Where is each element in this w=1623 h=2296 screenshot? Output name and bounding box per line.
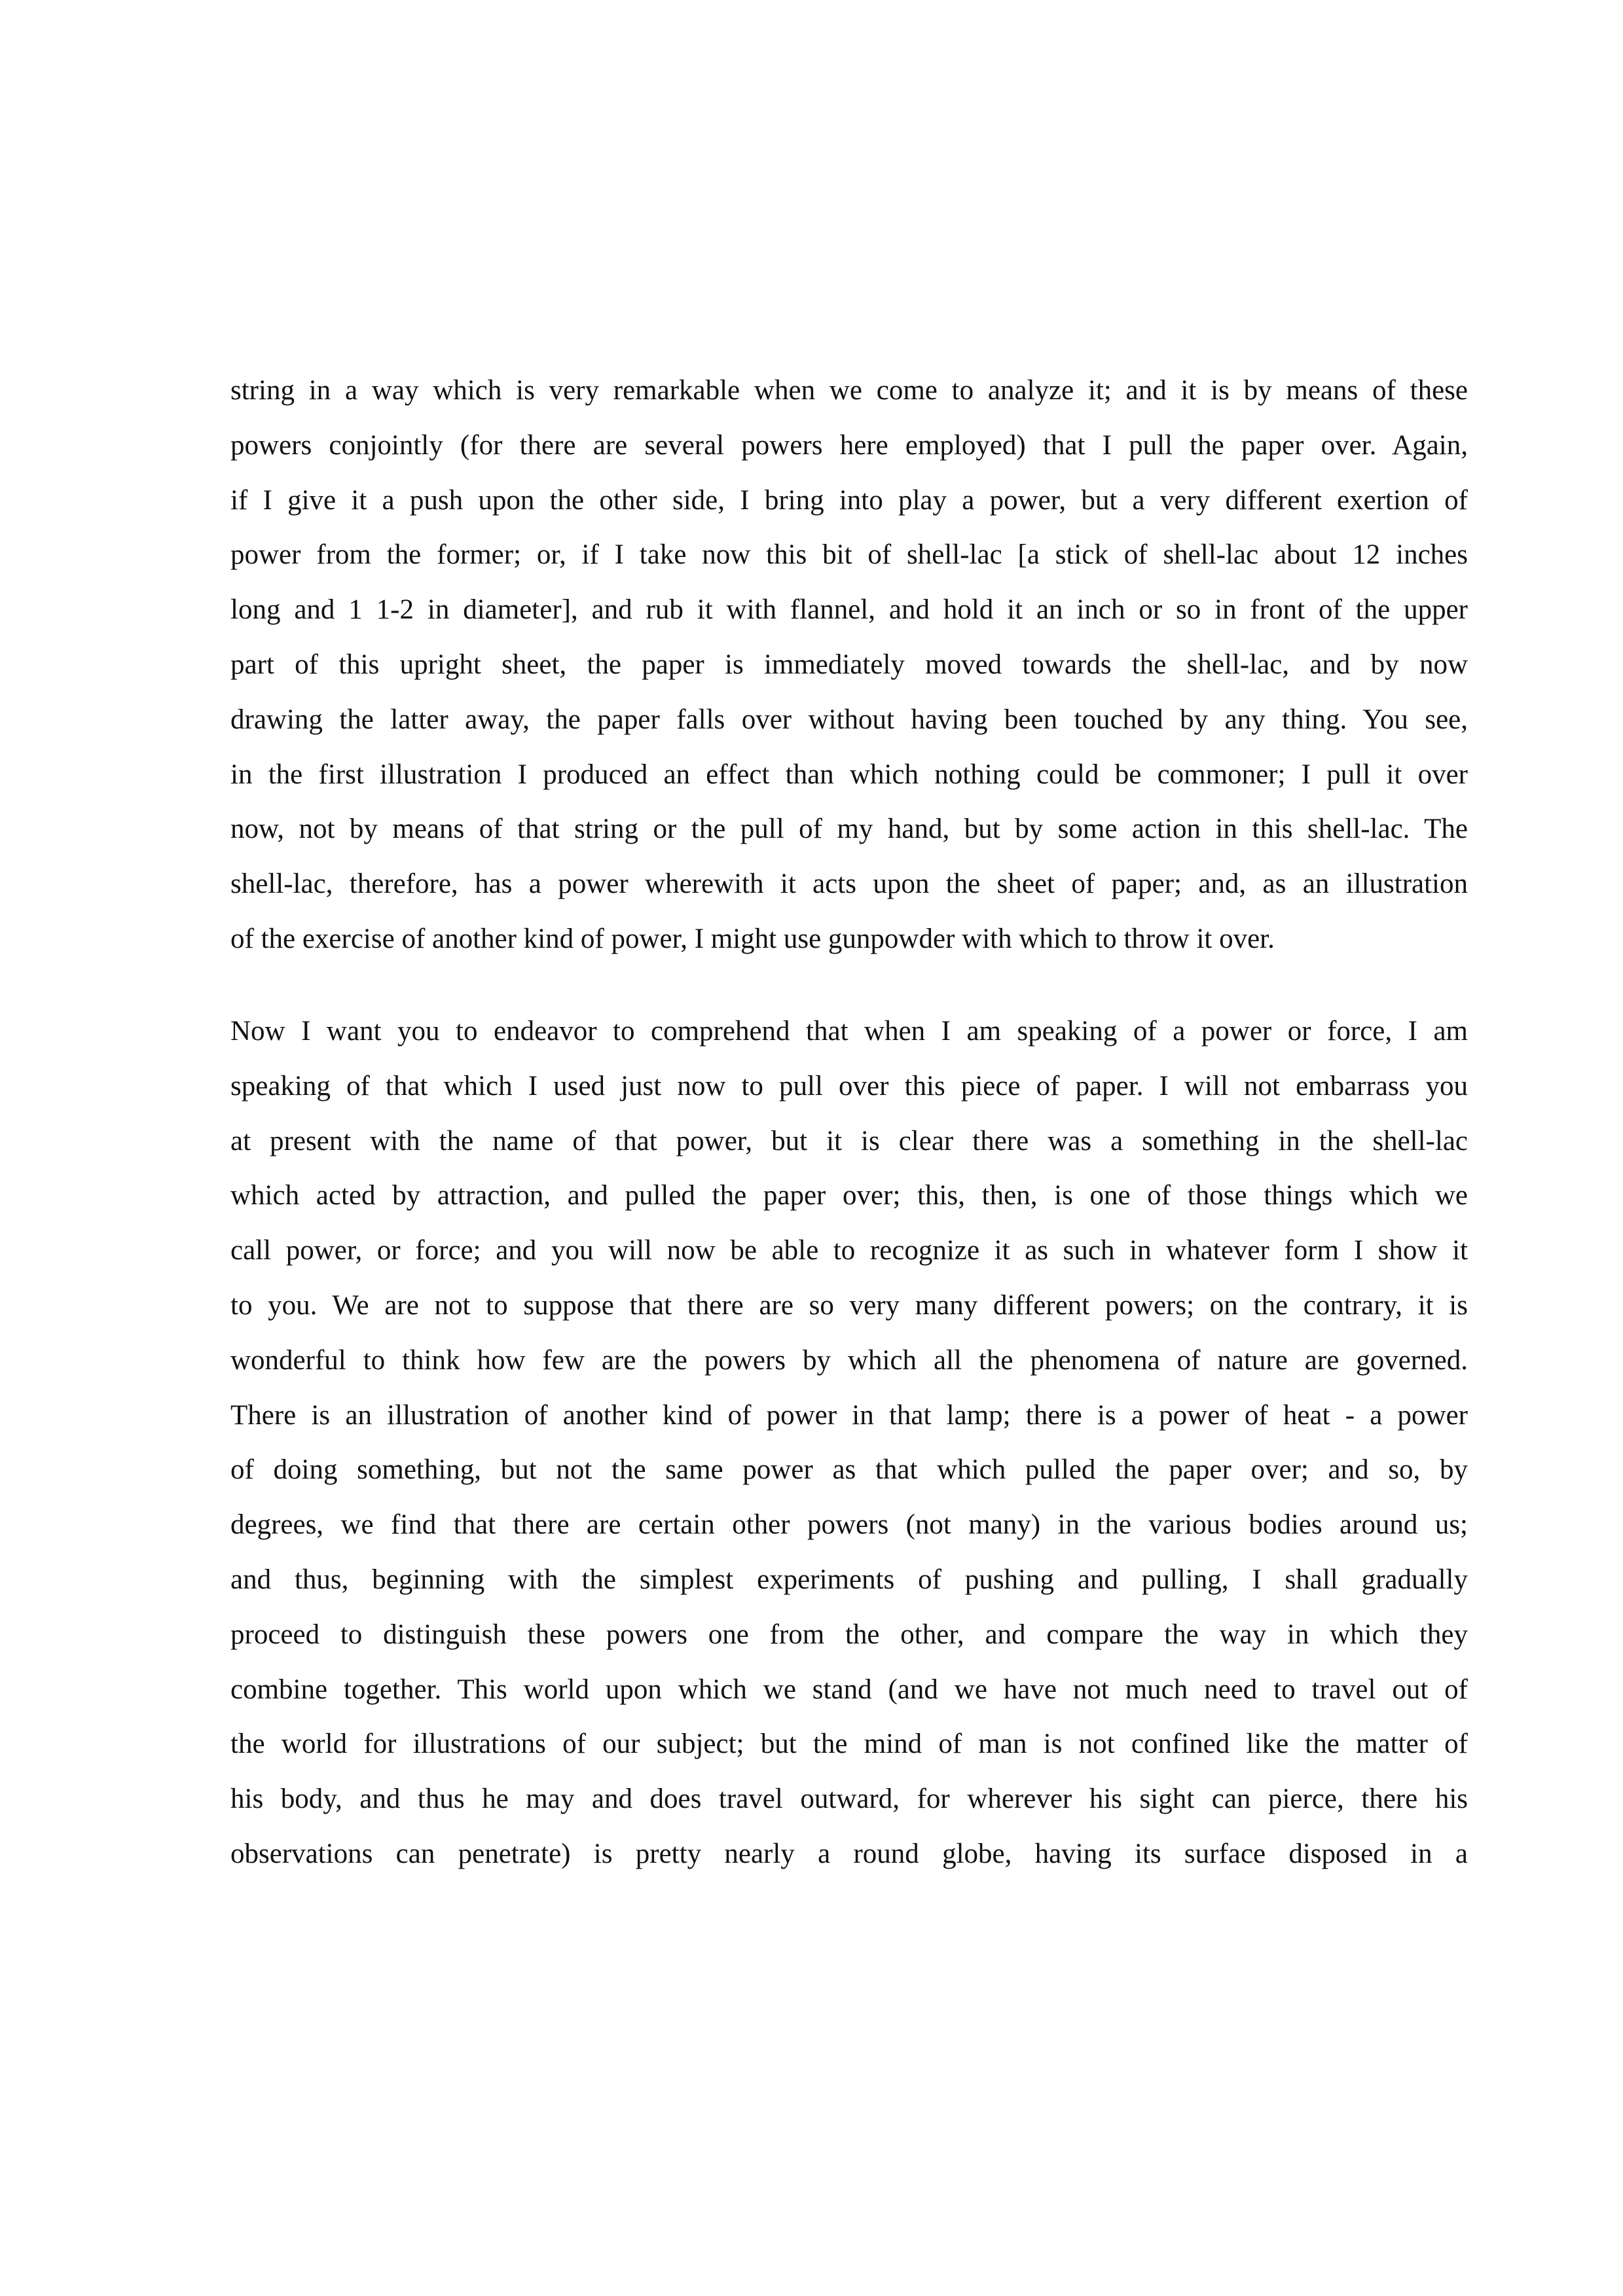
text-line: to you. We are not to suppose that there are so very many different powers; on the contrary, it is xyxy=(230,1289,1468,1321)
text-line: part of this upright sheet, the paper is immediately moved towards the shell-lac, and by now xyxy=(230,649,1468,680)
text-line: at present with the name of that power, but it is clear there was a something in the shell-lac xyxy=(230,1125,1468,1157)
text-line: shell-lac, therefore, has a power wherewith it acts upon the sheet of paper; and, as an illustration xyxy=(230,869,1468,900)
text-line: speaking of that which I used just now to pull over this piece of paper. I will not embarrass you xyxy=(230,1070,1468,1102)
text-line: if I give it a push upon the other side, I bring into play a power, but a very different exertion of xyxy=(230,484,1468,516)
text-line: power from the former; or, if I take now this bit of shell-lac [a stick of shell-lac about 12 inches xyxy=(230,539,1468,571)
text-line: which acted by attraction, and pulled the paper over; this, then, is one of those things which we xyxy=(230,1180,1468,1211)
paragraph-2 xyxy=(230,1004,1468,1882)
text-line: call power, or force; and you will now be able to recognize it as such in whatever form I show it xyxy=(230,1235,1468,1266)
text-line: long and 1 1-2 in diameter], and rub it with flannel, and hold it an inch or so in front of the upper xyxy=(230,594,1468,626)
text-line: drawing the latter away, the paper falls over without having been touched by any thing. You see, xyxy=(230,704,1468,735)
text-line: combine together. This world upon which we stand (and we have not much need to travel out of xyxy=(230,1674,1468,1705)
text-line: of doing something, but not the same power as that which pulled the paper over; and so, by xyxy=(230,1454,1468,1486)
paragraph-1 xyxy=(230,363,1468,967)
text-line: string in a way which is very remarkable when we come to analyze it; and it is by means of these xyxy=(230,375,1468,406)
text-line: degrees, we find that there are certain other powers (not many) in the various bodies around us; xyxy=(230,1509,1468,1541)
text-line: in the first illustration I produced an effect than which nothing could be commoner; I pull it over xyxy=(230,759,1468,790)
text-line: and thus, beginning with the simplest experiments of pushing and pulling, I shall gradually xyxy=(230,1564,1468,1595)
text-line: of the exercise of another kind of power, I might use gunpowder with which to throw it over. xyxy=(230,923,1275,954)
text-line: Now I want you to endeavor to comprehend that when I am speaking of a power or force, I am xyxy=(230,1016,1468,1047)
text-line: There is an illustration of another kind of power in that lamp; there is a power of heat - a power xyxy=(230,1399,1468,1431)
text-line: observations can penetrate) is pretty nearly a round globe, having its surface disposed in a xyxy=(230,1838,1468,1869)
text-line: wonderful to think how few are the powers by which all the phenomena of nature are governed. xyxy=(230,1344,1468,1376)
text-line: powers conjointly (for there are several powers here employed) that I pull the paper over. Again, xyxy=(230,429,1468,461)
text-line: the world for illustrations of our subject; but the mind of man is not confined like the matter of xyxy=(230,1729,1468,1760)
text-line: now, not by means of that string or the pull of my hand, but by some action in this shell-lac. The xyxy=(230,814,1468,845)
text-line: his body, and thus he may and does travel outward, for wherever his sight can pierce, there his xyxy=(230,1784,1468,1815)
text-line: proceed to distinguish these powers one from the other, and compare the way in which they xyxy=(230,1619,1468,1650)
